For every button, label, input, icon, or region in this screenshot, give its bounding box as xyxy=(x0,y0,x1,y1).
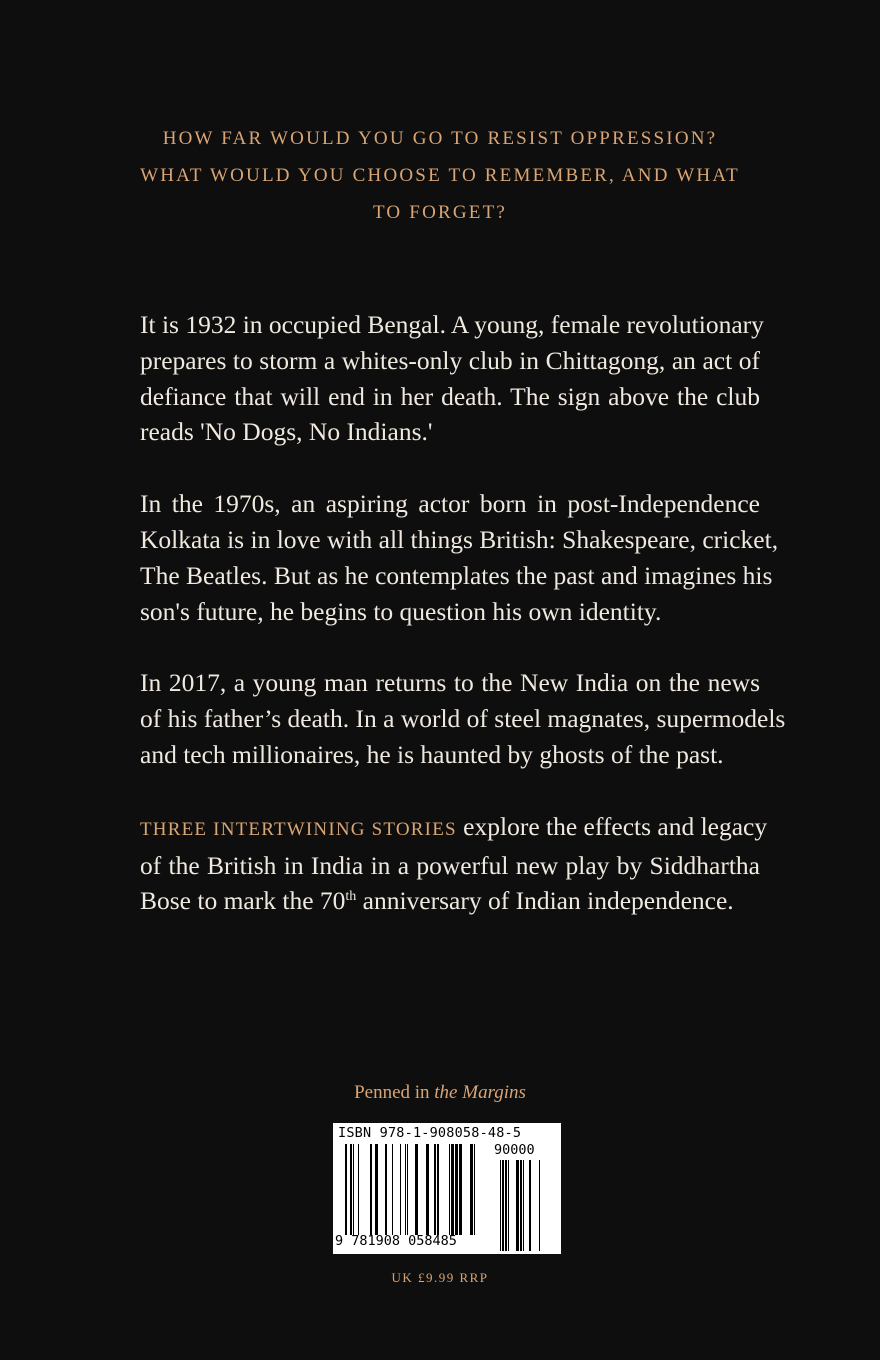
blurb-line: and tech millionaires, he is haunted by ghosts of the past. xyxy=(140,739,724,769)
barcode-bar xyxy=(415,1144,418,1235)
publisher-name xyxy=(0,1082,880,1104)
tagline-line-1: HOW FAR WOULD YOU GO TO RESIST OPPRESSION? xyxy=(162,128,718,149)
blurb-line: In the 1970s, an aspiring actor born in post-Independence xyxy=(140,489,760,519)
ordinal-suffix: th xyxy=(345,889,357,905)
barcode-bar xyxy=(358,1144,359,1235)
blurb-line xyxy=(140,883,760,919)
blurb-fragment: explore the effects and legacy xyxy=(463,811,768,841)
blurb-line: Kolkata is in love with all things British: Shakespeare, cricket, xyxy=(140,524,779,554)
blurb-line: reads 'No Dogs, No Indians.' xyxy=(140,417,433,447)
price: UK £9.99 RRP xyxy=(391,1270,489,1285)
blurb-line: son's future, he begins to question his own identity. xyxy=(140,596,662,626)
barcode-bar xyxy=(426,1144,429,1235)
blurb-line: defiance that will end in her death. The sign above the club xyxy=(140,381,760,411)
barcode-bar xyxy=(407,1144,408,1235)
barcode-bar xyxy=(345,1144,347,1235)
barcode-digits: 9 781908 058485 xyxy=(335,1233,457,1249)
barcode-bar xyxy=(520,1160,522,1251)
isbn-barcode xyxy=(333,1123,561,1254)
blurb-line: prepares to storm a whites-only club in Chittagong, an act of xyxy=(140,345,760,375)
three-intertwining-stories-label: THREE INTERTWINING STORIES xyxy=(140,818,457,840)
blurb-line: It is 1932 in occupied Bengal. A young, female revolutionary xyxy=(140,310,764,339)
isbn-number: ISBN 978-1-908058-48-5 xyxy=(338,1125,522,1141)
publisher-name-pre: Penned in xyxy=(354,1082,430,1103)
barcode-bar xyxy=(505,1160,507,1251)
barcode-bar xyxy=(434,1144,436,1235)
blurb-line: of the British in India in a powerful new play by Siddhartha xyxy=(140,850,760,880)
blurb-paragraph-2 xyxy=(140,486,779,629)
barcode-bar xyxy=(529,1160,531,1251)
barcode-bar xyxy=(350,1144,352,1235)
barcode-bar xyxy=(385,1144,387,1235)
tagline-line-2: WHAT WOULD YOU CHOOSE TO REMEMBER, AND WHAT xyxy=(140,165,740,186)
blurb-paragraph-4 xyxy=(140,809,768,919)
blurb-fragment: anniversary of Indian independence. xyxy=(362,886,734,916)
blurb-fragment: Bose to mark the 70 xyxy=(140,886,346,916)
barcode-bar xyxy=(451,1144,454,1235)
blurb-paragraph-3 xyxy=(140,665,786,772)
barcode-bar xyxy=(508,1160,509,1251)
tagline xyxy=(130,120,750,231)
barcode-bar xyxy=(353,1144,354,1235)
barcode-bar xyxy=(392,1144,393,1235)
barcode-addon-number: 90000 xyxy=(494,1142,535,1158)
blurb-line xyxy=(140,809,768,848)
blurb-paragraph-1 xyxy=(140,307,764,450)
barcode-bar xyxy=(516,1160,519,1251)
blurb-line: In 2017, a young man returns to the New India on the news xyxy=(140,668,760,698)
barcode-bar xyxy=(370,1144,372,1235)
blurb-line: The Beatles. But as he contemplates the past and imagines his xyxy=(140,560,773,590)
publisher-name-italic: the Margins xyxy=(434,1082,526,1103)
barcode-bar xyxy=(523,1160,524,1251)
barcode-bar xyxy=(437,1144,439,1235)
barcode-bar xyxy=(474,1144,475,1235)
barcode-bar xyxy=(400,1144,401,1235)
barcode-bar xyxy=(470,1144,473,1235)
barcode-bar xyxy=(500,1160,501,1251)
blurb xyxy=(140,307,786,955)
barcode-bar xyxy=(375,1144,378,1235)
barcode-bar xyxy=(455,1144,458,1235)
blurb-line: of his father’s death. In a world of steel magnates, supermodels xyxy=(140,704,786,734)
barcode-bar xyxy=(539,1160,540,1251)
tagline-line-3: TO FORGET? xyxy=(372,202,508,223)
barcode-bar xyxy=(502,1160,504,1251)
barcode-bar xyxy=(405,1144,406,1235)
barcode-bar xyxy=(459,1144,462,1235)
barcode-bar xyxy=(449,1144,450,1235)
